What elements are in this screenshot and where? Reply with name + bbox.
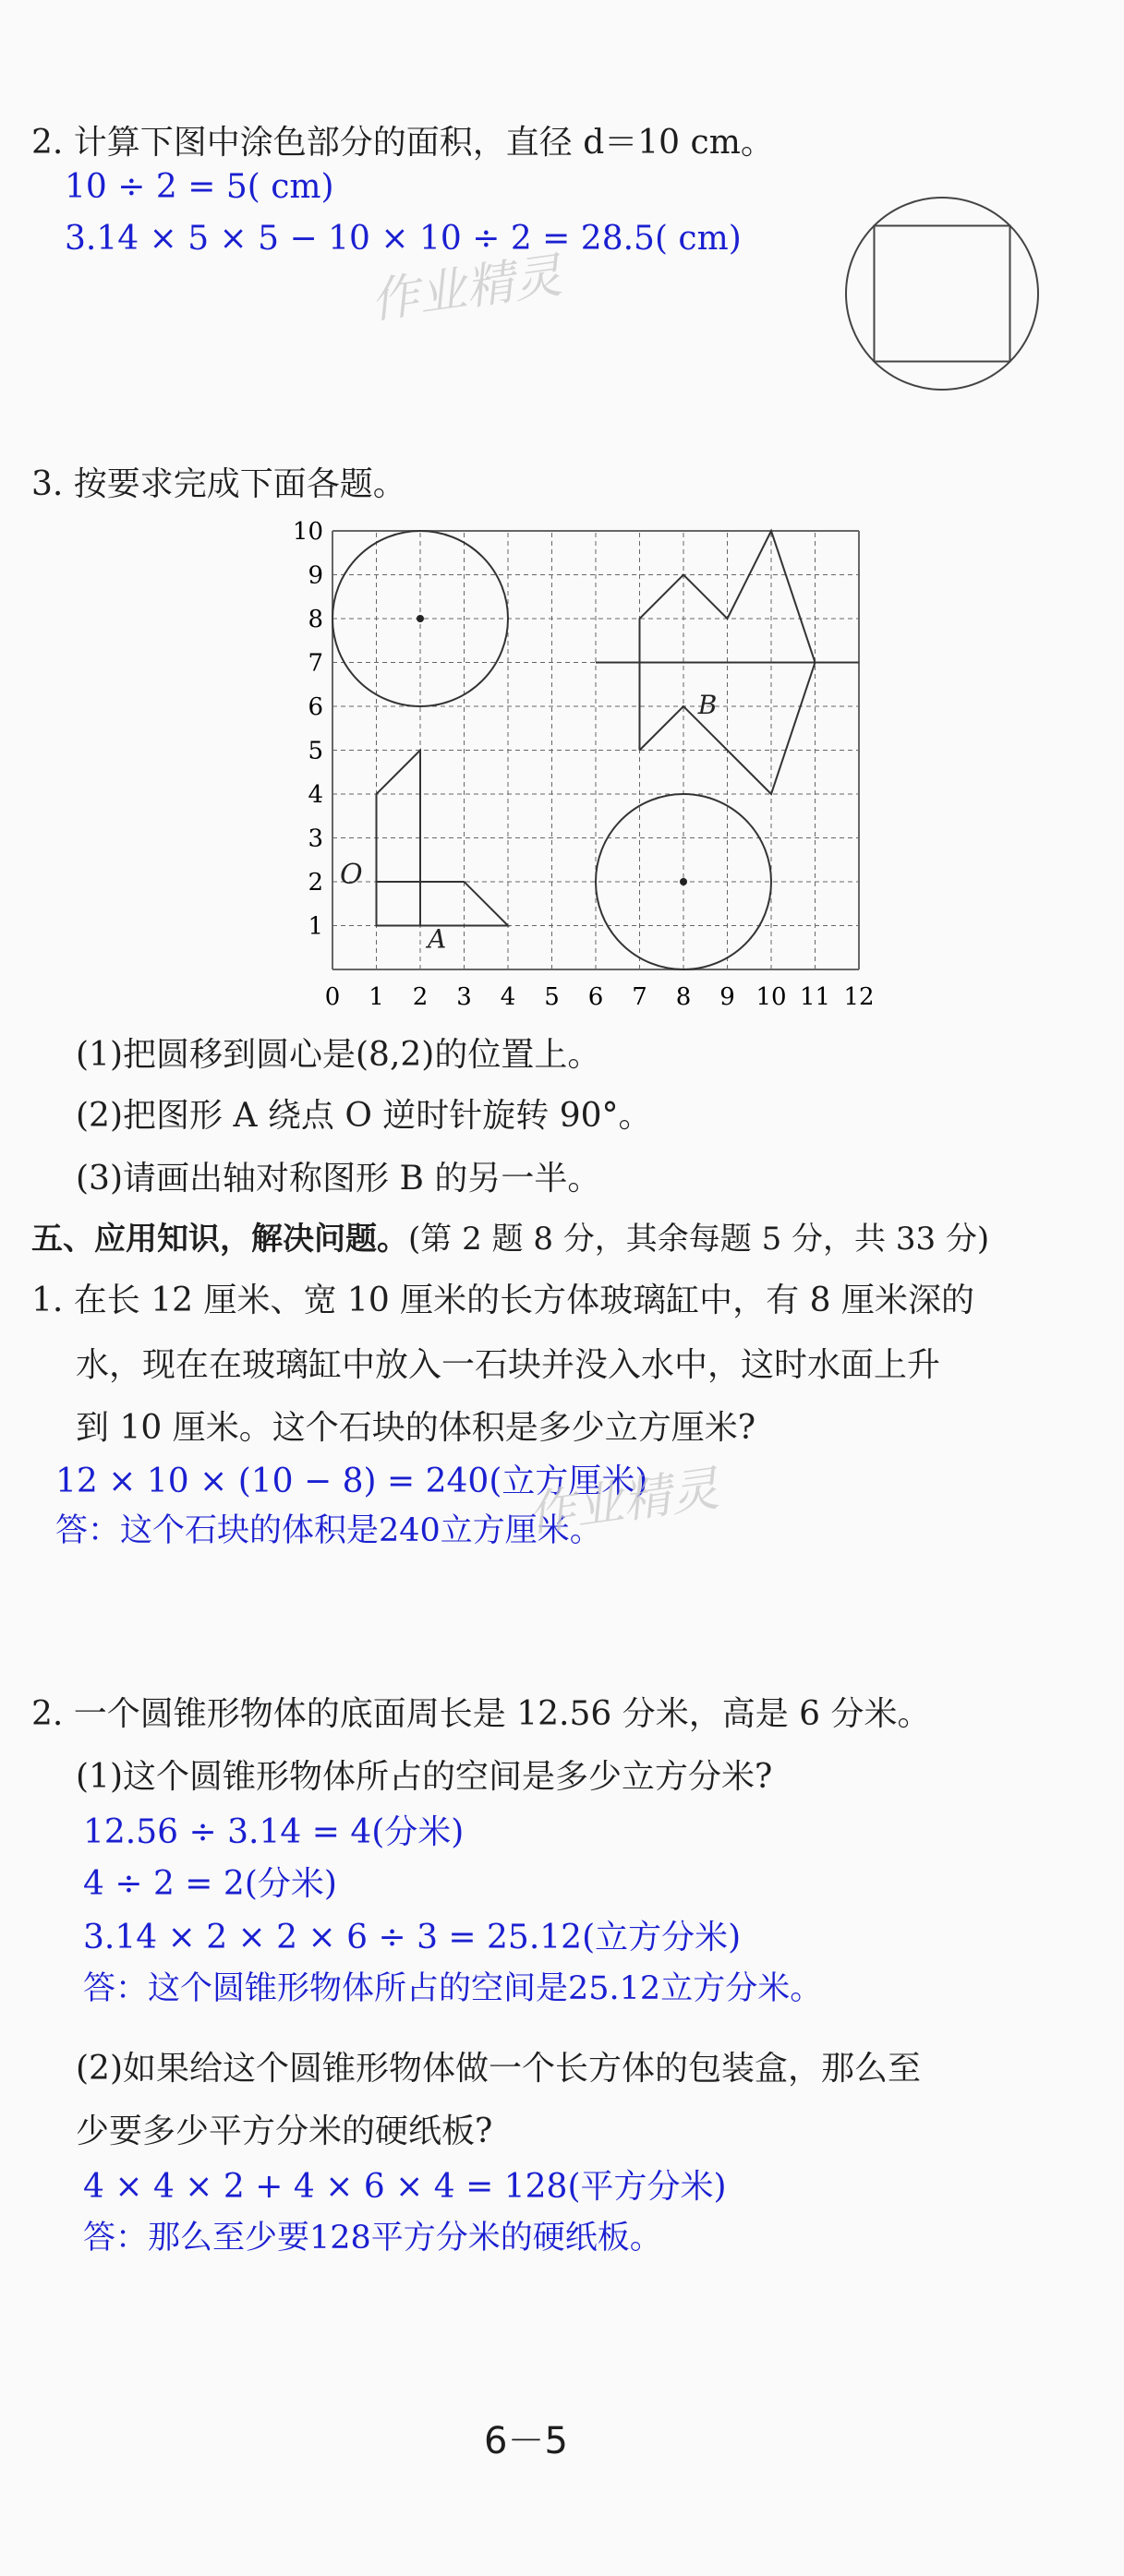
y-tick-label: 8 xyxy=(308,606,323,633)
x-axis-ticks xyxy=(325,983,875,1011)
y-tick-label: 10 xyxy=(292,518,323,546)
original-circle-center xyxy=(417,615,424,622)
q2-answer-line-2: 3.14 × 5 × 5 − 10 × 10 ÷ 2 = 28.5( cm) xyxy=(65,220,742,258)
coordinate-grid-figure xyxy=(268,517,877,1016)
y-tick-label: 3 xyxy=(308,825,323,853)
x-tick-label: 2 xyxy=(412,983,429,1011)
p2-sub1-ans-2: 4 ÷ 2 = 2(分米) xyxy=(83,1865,337,1903)
y-tick-label: 9 xyxy=(308,561,323,590)
question-2-text: 2. 计算下图中涂色部分的面积，直径 d＝10 cm。 xyxy=(31,124,774,162)
x-tick-label: 8 xyxy=(675,983,692,1011)
problem-1-line-1: 1. 在长 12 厘米、宽 10 厘米的长方体玻璃缸中，有 8 厘米深的 xyxy=(31,1282,974,1319)
y-axis-ticks xyxy=(293,518,323,941)
x-tick-label: 11 xyxy=(799,983,831,1011)
figure-a xyxy=(377,882,509,926)
problem-2-sub-1: (1)这个圆锥形物体所占的空间是多少立方分米? xyxy=(76,1758,773,1796)
problem-1-line-3: 到 10 厘米。这个石块的体积是多少立方厘米? xyxy=(76,1409,755,1447)
q3-sub-1: (1)把圆移到圆心是(8,2)的位置上。 xyxy=(76,1036,601,1074)
q3-sub-2: (2)把图形 A 绕点 O 逆时针旋转 90°。 xyxy=(76,1097,652,1135)
circle-square-figure xyxy=(840,192,1044,395)
x-tick-label: 4 xyxy=(500,983,516,1011)
watermark: 作业精灵 xyxy=(367,247,565,331)
watermark-2: 作业精灵 xyxy=(524,1461,722,1544)
x-tick-label: 0 xyxy=(324,983,341,1011)
x-tick-label: 6 xyxy=(587,983,604,1011)
p2-sub1-ans-4: 答：这个圆锥形物体所占的空间是25.12立方分米。 xyxy=(83,1970,823,2007)
y-tick-label: 1 xyxy=(308,912,323,941)
x-tick-label: 9 xyxy=(719,983,735,1011)
section-5-title: 五、应用知识，解决问题。 xyxy=(31,1221,408,1258)
question-3-text: 3. 按要求完成下面各题。 xyxy=(31,465,406,503)
label-b: B xyxy=(697,690,718,720)
y-tick-label: 4 xyxy=(308,781,323,809)
q2-answer-line-1: 10 ÷ 2 = 5( cm) xyxy=(65,168,334,206)
y-tick-label: 7 xyxy=(308,649,323,678)
label-a: A xyxy=(428,923,447,955)
moved-circle-center xyxy=(680,878,687,885)
x-tick-label: 1 xyxy=(369,983,384,1011)
q3-sub-3: (3)请画出轴对称图形 B 的另一半。 xyxy=(76,1160,601,1198)
x-tick-label: 7 xyxy=(632,983,647,1011)
x-tick-label: 5 xyxy=(544,983,560,1011)
p2-sub2-ans-1: 4 × 4 × 2 + 4 × 6 × 4 = 128(平方分米) xyxy=(83,2168,727,2206)
section-5-heading xyxy=(31,1213,989,1258)
problem-1-answer: 答：这个石块的体积是240立方厘米。 xyxy=(55,1512,602,1549)
problem-1-line-2: 水，现在在玻璃缸中放入一石块并没入水中，这时水面上升 xyxy=(76,1346,941,1384)
problem-2-text: 2. 一个圆锥形物体的底面周长是 12.56 分米，高是 6 分米。 xyxy=(31,1695,931,1733)
section-5-note: (第 2 题 8 分，其余每题 5 分，共 33 分) xyxy=(408,1221,990,1258)
x-tick-label: 3 xyxy=(456,983,472,1011)
page-number: 6－5 xyxy=(484,2420,568,2462)
problem-2-sub-2-line-2: 少要多少平方分米的硬纸板? xyxy=(76,2113,493,2150)
p2-sub1-ans-1: 12.56 ÷ 3.14 = 4(分米) xyxy=(83,1813,465,1851)
problem-1-calc: 12 × 10 × (10 − 8) = 240(立方厘米) xyxy=(55,1463,648,1500)
x-tick-label: 12 xyxy=(843,983,875,1011)
problem-2-sub-2-line-1: (2)如果给这个圆锥形物体做一个长方体的包装盒，那么至 xyxy=(76,2050,921,2088)
y-tick-label: 5 xyxy=(308,737,323,765)
y-tick-label: 6 xyxy=(308,693,323,721)
y-tick-label: 2 xyxy=(308,869,323,897)
p2-sub1-ans-3: 3.14 × 2 × 2 × 6 ÷ 3 = 25.12(立方分米) xyxy=(83,1919,742,1956)
label-o: O xyxy=(340,859,363,891)
grid-lines xyxy=(332,531,859,969)
x-tick-label: 10 xyxy=(755,983,787,1011)
p2-sub2-ans-2: 答：那么至少要128平方分米的硬纸板。 xyxy=(83,2220,662,2257)
